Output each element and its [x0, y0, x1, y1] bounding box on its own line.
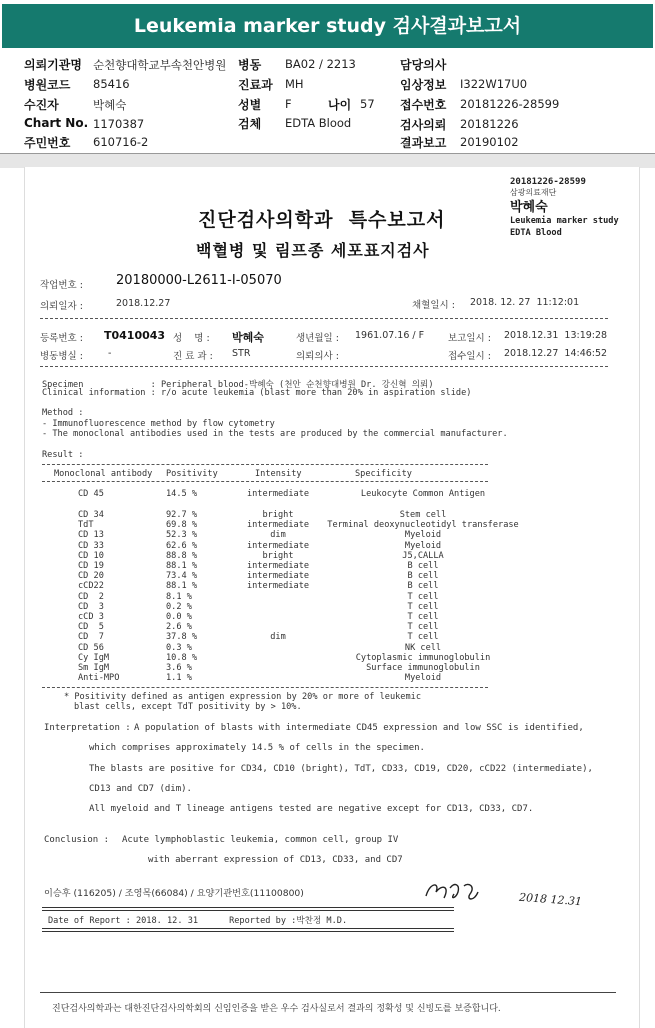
- footnote-2: blast cells, except TdT positivity by > 10%.: [74, 702, 302, 712]
- certification-footer: 진단검사의학과는 대한진단검사의학회의 신임인증을 받은 우수 검사실로서 결과의 정확성 및 신빙도를 보증합니다.: [52, 1004, 501, 1014]
- recipient-label: 수진자: [24, 98, 59, 112]
- dept-label-2: 진 료 과 :: [173, 351, 213, 362]
- table-row: [48, 643, 528, 653]
- request-date-label: 의뢰일자 :: [40, 301, 83, 312]
- ward-label: 병동: [238, 58, 262, 72]
- hospital-label: 의뢰기관명: [24, 58, 82, 72]
- age-value: 57: [360, 97, 375, 111]
- table-row: [48, 653, 528, 663]
- table-header-rule: [42, 481, 488, 482]
- cell-positivity: 92.7 %: [166, 510, 198, 520]
- method-label: Method :: [42, 408, 84, 418]
- cell-specificity: Cytoplasmic immunoglobulin: [355, 652, 491, 663]
- cell-antibody: CD 33: [78, 540, 104, 551]
- cell-intensity: dim: [270, 632, 286, 643]
- clinical-info-line: Clinical information : r/o acute leukemia (blast more than 20% in aspiration slide): [42, 388, 472, 398]
- conclusion-label: Conclusion :: [44, 835, 110, 845]
- reg-label: 등록번호 :: [40, 333, 83, 344]
- request-value: 20181226: [460, 117, 519, 131]
- reg-value: T0410043: [104, 329, 166, 342]
- cell-intensity: bright: [262, 550, 294, 561]
- top-specimen: EDTA Blood: [510, 228, 562, 238]
- col-antibody: Monoclonal antibody: [54, 469, 153, 479]
- cell-specificity: Leukocyte Common Antigen: [360, 489, 486, 499]
- table-row: [48, 541, 528, 551]
- cell-antibody: cCD 3: [78, 612, 104, 622]
- collect-value: 2018. 12. 27 11:12:01: [470, 297, 580, 308]
- table-row: [48, 581, 528, 591]
- dept-label: 진료과: [238, 78, 273, 92]
- cell-positivity: 88.1 %: [166, 581, 198, 592]
- clinical-value: I322W17U0: [460, 77, 528, 91]
- report-label: 결과보고: [400, 136, 447, 150]
- ward-value: BA02 / 2213: [285, 57, 356, 71]
- cell-positivity: 62.6 %: [166, 540, 198, 551]
- cell-specificity: Stem cell: [399, 510, 447, 520]
- report-date-bottom-rule: [42, 928, 454, 932]
- cell-intensity: intermediate: [246, 520, 310, 531]
- cell-positivity: 3.6 %: [166, 663, 192, 673]
- request-date-value: 2018.12.27: [116, 298, 171, 309]
- date-of-report: Date of Report : 2018. 12. 31 Reported by :박찬정 M.D.: [48, 916, 348, 926]
- top-receipt-number: 20181226-28599: [510, 177, 586, 187]
- collect-label: 채혈일시 :: [412, 300, 455, 311]
- specimen-line: Specimen : Peripheral blood-박혜숙 (천안 순천향대병원 Dr. 강신혁 의뢰): [42, 380, 434, 390]
- cell-positivity: 8.1 %: [166, 591, 192, 602]
- table-row: [48, 510, 528, 520]
- cell-specificity: Terminal deoxynucleotidyl transferase: [327, 520, 519, 531]
- ward-room-value: -: [108, 348, 112, 359]
- cell-positivity: 73.4 %: [166, 571, 198, 582]
- cell-antibody: CD 10: [78, 550, 104, 561]
- receipt-value: 20181226-28599: [460, 97, 560, 111]
- clinical-label: 임상정보: [400, 78, 447, 92]
- divider-line: [40, 318, 608, 319]
- cell-antibody: CD 13: [78, 530, 104, 541]
- cell-specificity: T cell: [407, 622, 439, 633]
- interpretation-line-4: CD13 and CD7 (dim).: [89, 784, 192, 794]
- specimen-value: EDTA Blood: [285, 116, 352, 130]
- table-row: [48, 622, 528, 632]
- cell-specificity: T cell: [407, 612, 439, 622]
- col-specificity: Specificity: [355, 469, 412, 479]
- cell-specificity: NK cell: [404, 642, 442, 653]
- table-row: [48, 489, 528, 499]
- cell-antibody: CD 3: [78, 601, 104, 612]
- cell-antibody: Cy IgM: [78, 652, 110, 663]
- method-line-2: - The monoclonal antibodies used in the tests are produced by the commercial manufacturer.: [42, 429, 508, 439]
- report-value: 20190102: [460, 135, 519, 149]
- cell-antibody: cCD22: [78, 581, 104, 592]
- cell-positivity: 88.1 %: [166, 561, 198, 571]
- name-label: 성 명 :: [173, 333, 210, 344]
- table-bottom-rule: [42, 687, 488, 688]
- table-row: [48, 632, 528, 642]
- report-title: Leukemia marker study 검사결과보고서: [2, 4, 653, 48]
- top-patient-name: 박혜숙: [510, 200, 548, 215]
- footer-rule: [40, 992, 616, 993]
- cell-positivity: 0.0 %: [166, 612, 192, 622]
- dob-label: 생년월일 :: [296, 333, 339, 344]
- col-positivity: Positivity: [166, 469, 218, 479]
- report-time-value: 2018.12.31 13:19:28: [504, 330, 608, 341]
- cell-antibody: CD 34: [78, 510, 104, 520]
- conclusion-line-1: Acute lymphoblastic leukemia, common cell, group IV: [122, 835, 399, 845]
- table-row: [48, 673, 528, 683]
- method-line-1: - Immunofluorescence method by flow cytometry: [42, 419, 275, 429]
- cell-positivity: 14.5 %: [166, 489, 198, 499]
- cell-antibody: TdT: [78, 520, 94, 531]
- cell-specificity: Myeloid: [404, 673, 442, 684]
- ward-room-label: 병동병실 :: [40, 351, 83, 362]
- cell-intensity: bright: [262, 510, 294, 520]
- receipt-time-value: 2018.12.27 14:46:52: [504, 348, 608, 359]
- age-label: 나이: [328, 98, 352, 112]
- cell-intensity: dim: [270, 530, 286, 541]
- report-main-title: 진단검사의학과 특수보고서: [198, 209, 446, 231]
- cell-positivity: 0.3 %: [166, 642, 192, 653]
- specimen-label: 검체: [238, 117, 262, 131]
- table-row: [48, 612, 528, 622]
- cell-antibody: Anti-MPO: [78, 673, 120, 684]
- top-foundation: 삼광의료재단: [510, 188, 557, 197]
- table-header: [48, 469, 528, 479]
- footnote-1: * Positivity defined as antigen expression by 20% or more of leukemic: [64, 692, 421, 702]
- interpretation-line-1: A population of blasts with intermediate CD45 expression and low SSC is identified,: [134, 723, 584, 733]
- report-time-label: 보고일시 :: [448, 333, 491, 344]
- cell-antibody: Sm IgM: [78, 663, 110, 673]
- table-top-rule: [42, 464, 488, 465]
- interpretation-label: Interpretation :: [44, 723, 131, 733]
- cell-specificity: Myeloid: [404, 530, 442, 541]
- receipt-time-label: 접수일시 :: [448, 351, 491, 362]
- cell-positivity: 37.8 %: [166, 632, 198, 643]
- cell-positivity: 52.3 %: [166, 530, 198, 541]
- cell-positivity: 2.6 %: [166, 622, 192, 633]
- cell-intensity: intermediate: [246, 540, 310, 551]
- cell-specificity: J5,CALLA: [402, 550, 444, 561]
- cell-antibody: CD 20: [78, 571, 104, 582]
- top-study-name: Leukemia marker study: [510, 216, 619, 226]
- cell-specificity: T cell: [407, 591, 439, 602]
- interpretation-line-2: which comprises approximately 14.5 % of cells in the specimen.: [89, 743, 425, 753]
- cell-positivity: 1.1 %: [166, 673, 192, 684]
- resident-value: 610716-2: [93, 135, 149, 149]
- cell-specificity: B cell: [407, 571, 439, 582]
- cell-specificity: Myeloid: [404, 540, 442, 551]
- table-row: [48, 551, 528, 561]
- interpretation-line-5: All myeloid and T lineage antigens tested are negative except for CD13, CD33, CD7.: [89, 804, 534, 814]
- hospital-value: 순천향대학교부속천안병원: [93, 58, 227, 72]
- receipt-label: 접수번호: [400, 98, 447, 112]
- header-banner: [0, 0, 655, 46]
- dept-value: MH: [285, 77, 304, 91]
- dob-value: 1961.07.16 / F: [355, 330, 425, 341]
- report-subtitle: 백혈병 및 림프종 세포표지검사: [196, 241, 430, 260]
- chart-label: Chart No.: [24, 116, 89, 130]
- cell-positivity: 10.8 %: [166, 652, 198, 663]
- work-no-value: 20180000-L2611-I-05070: [116, 273, 282, 288]
- cell-antibody: CD 19: [78, 561, 104, 571]
- table-row: [48, 663, 528, 673]
- cell-antibody: CD 5: [78, 622, 104, 633]
- col-intensity: Intensity: [255, 469, 302, 479]
- cell-positivity: 69.8 %: [166, 520, 198, 531]
- cell-specificity: T cell: [407, 632, 439, 643]
- cell-antibody: CD 45: [78, 489, 104, 499]
- handwritten-date: 2018 12.31: [518, 890, 583, 909]
- cell-antibody: CD 2: [78, 591, 104, 602]
- report-date-top-rule: [42, 907, 454, 911]
- cell-antibody: CD 7: [78, 632, 104, 643]
- handwritten-signature: [420, 874, 490, 910]
- table-row: [48, 530, 528, 540]
- cell-intensity: intermediate: [246, 571, 310, 582]
- cell-intensity: intermediate: [246, 489, 310, 499]
- work-no-label: 작업번호 :: [40, 280, 83, 291]
- chart-value: 1170387: [93, 117, 145, 131]
- divider-line: [40, 366, 608, 367]
- sex-value: F: [285, 97, 292, 111]
- cell-specificity: B cell: [407, 561, 439, 571]
- sex-label: 성별: [238, 98, 262, 112]
- table-row: [48, 592, 528, 602]
- cell-intensity: intermediate: [246, 561, 310, 571]
- cell-positivity: 88.8 %: [166, 550, 198, 561]
- cell-antibody: CD 56: [78, 642, 104, 653]
- recipient-value: 박혜숙: [93, 98, 127, 112]
- request-label: 검사의뢰: [400, 118, 447, 132]
- cell-specificity: B cell: [407, 581, 439, 592]
- signers-line: 이승후 (116205) / 조영목(66084) / 요양기관번호(11100800): [44, 888, 304, 899]
- req-doctor-label: 의뢰의사 :: [296, 351, 339, 362]
- table-row: [48, 571, 528, 581]
- hospital-code-value: 85416: [93, 77, 130, 91]
- dept-value-2: STR: [232, 348, 251, 359]
- section-divider: [0, 153, 655, 168]
- doctor-label: 담당의사: [400, 58, 447, 72]
- cell-positivity: 0.2 %: [166, 601, 192, 612]
- table-row: [48, 520, 528, 530]
- cell-specificity: Surface immunoglobulin: [366, 663, 480, 673]
- cell-specificity: T cell: [407, 601, 439, 612]
- hospital-code-label: 병원코드: [24, 78, 71, 92]
- result-label: Result :: [42, 450, 84, 460]
- resident-label: 주민번호: [24, 136, 71, 150]
- interpretation-line-3: The blasts are positive for CD34, CD10 (bright), TdT, CD33, CD19, CD20, cCD22 (intermediate),: [89, 764, 593, 774]
- conclusion-line-2: with aberrant expression of CD13, CD33, and CD7: [148, 855, 403, 865]
- cell-intensity: intermediate: [246, 581, 310, 592]
- table-row: [48, 561, 528, 571]
- name-value: 박혜숙: [232, 331, 264, 344]
- table-row: [48, 602, 528, 612]
